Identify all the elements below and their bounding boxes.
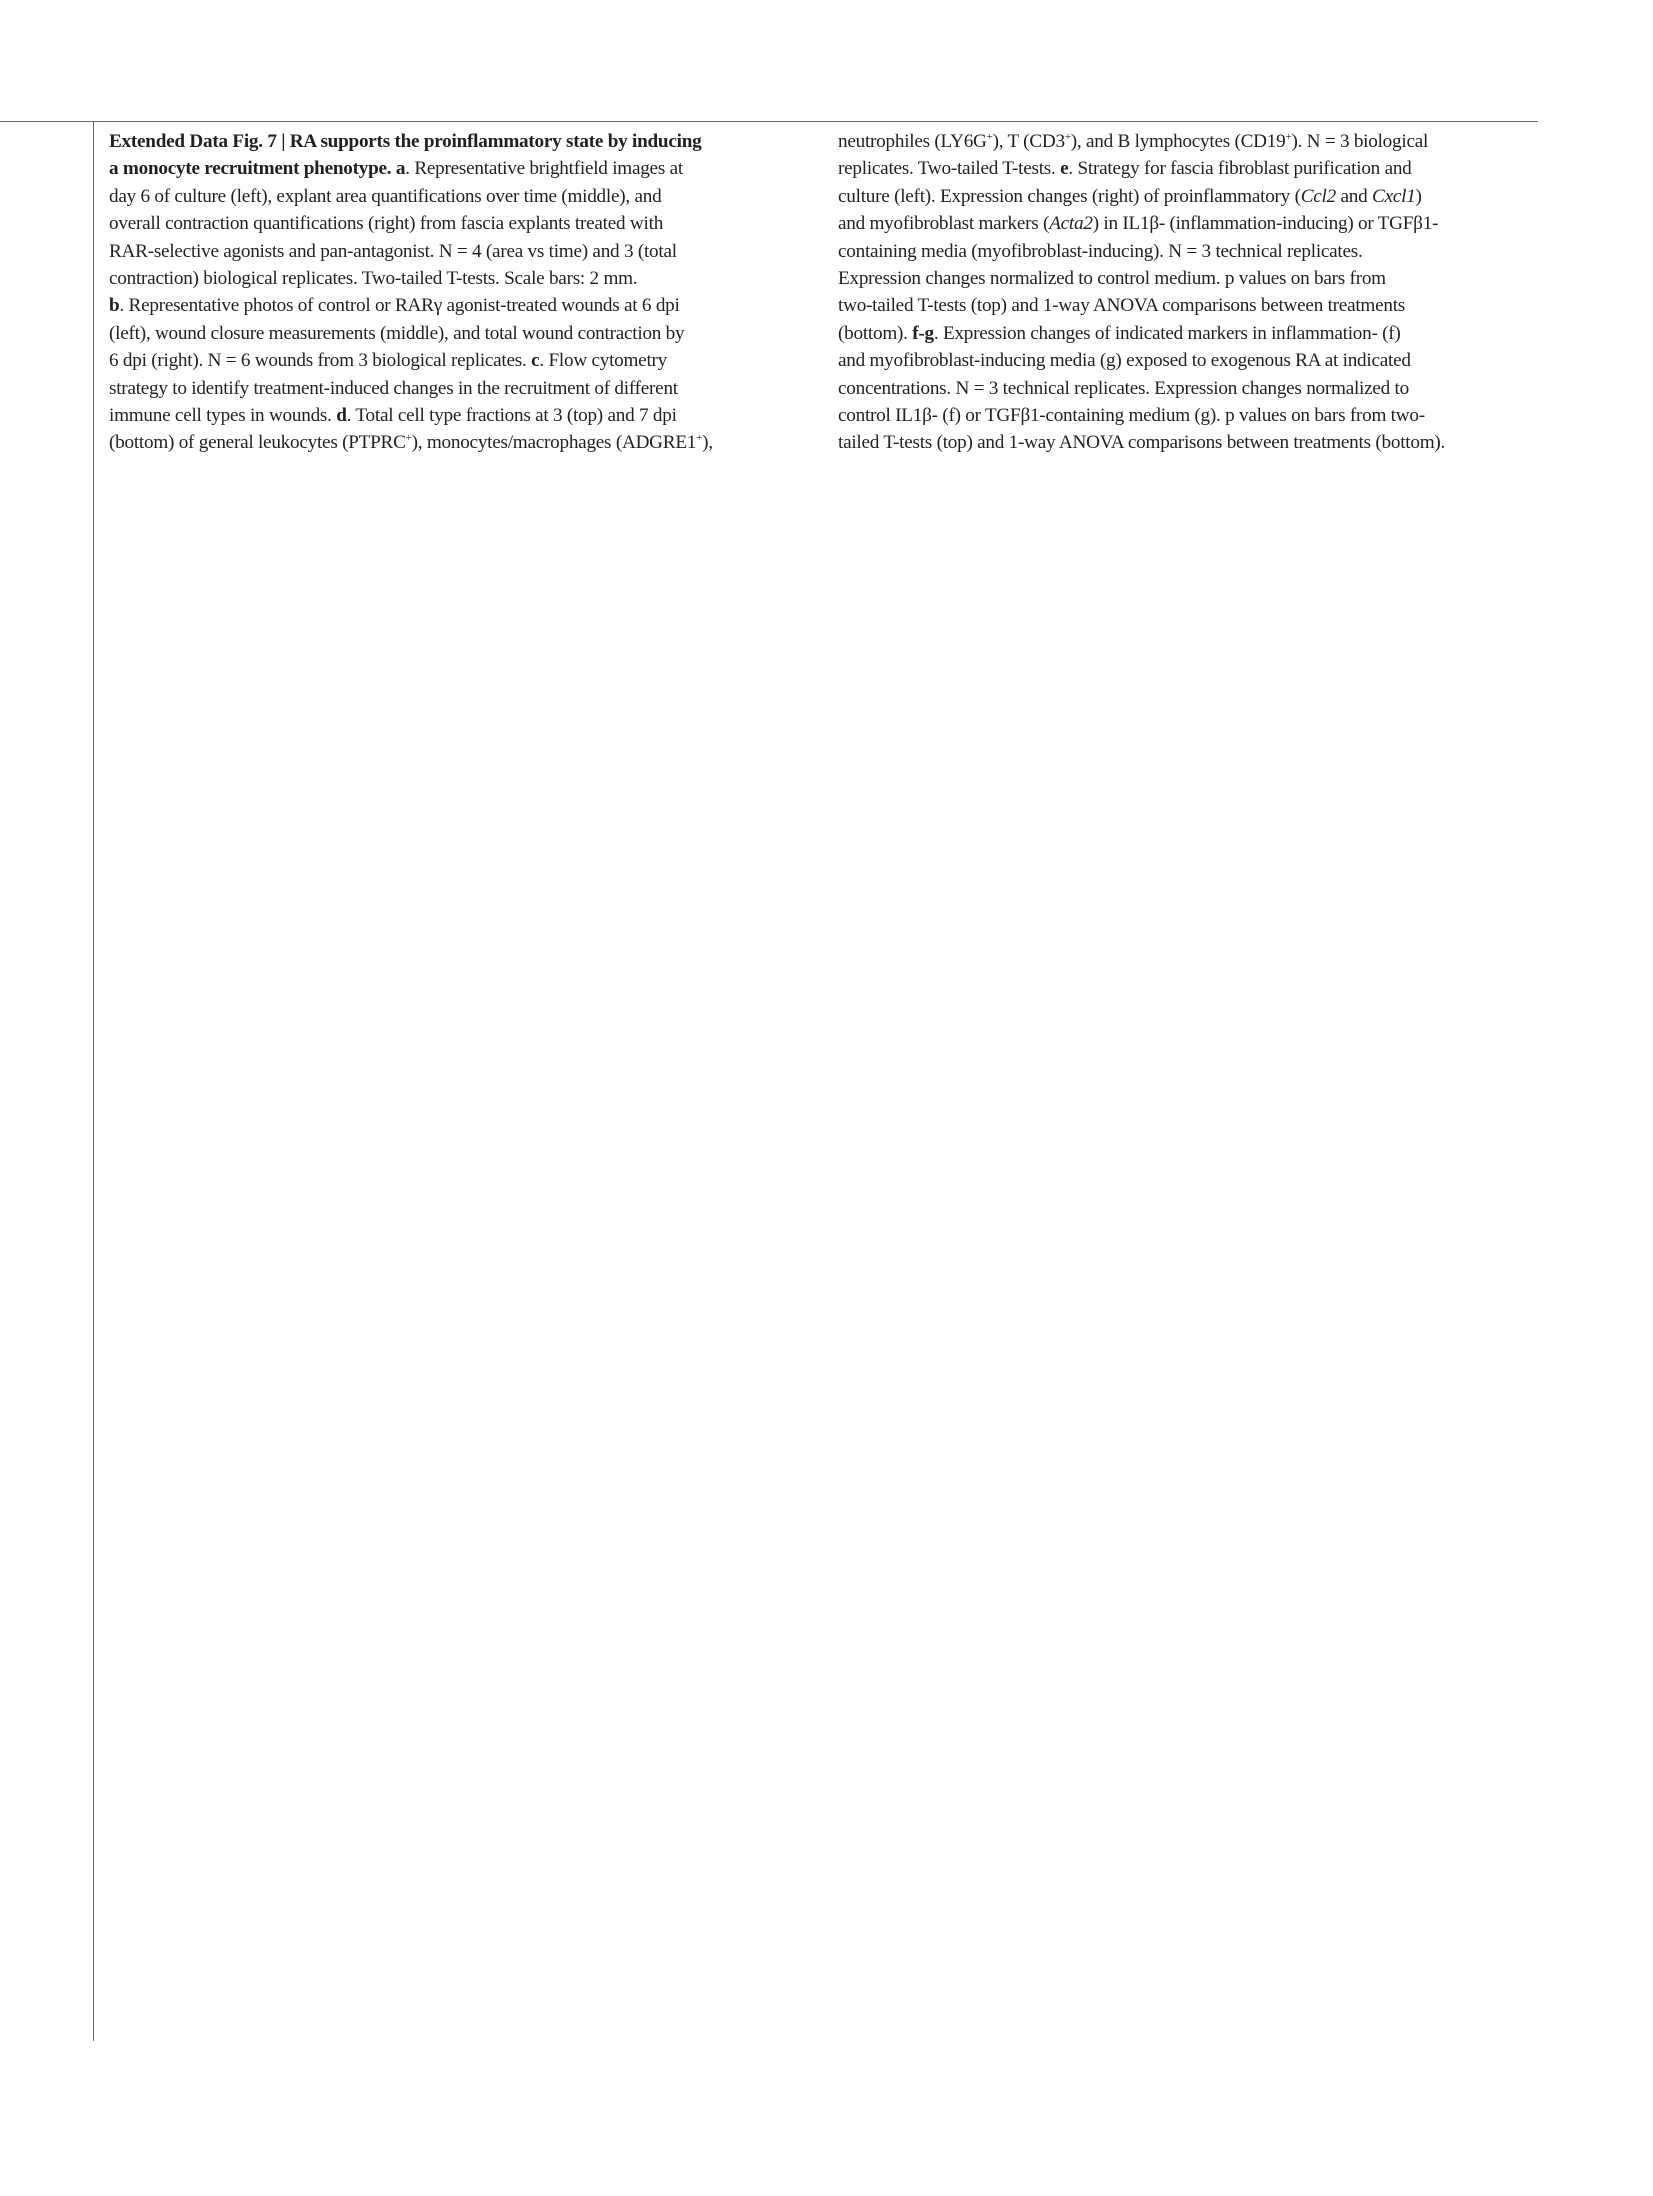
caption-line xyxy=(109,128,713,155)
caption-text: and myofibroblast markers ( xyxy=(838,213,1050,235)
caption-line: Expression changes normalized to control medium. p values on bars from xyxy=(838,267,1386,289)
panel-label-d: d xyxy=(336,404,347,426)
panel-label-c: c xyxy=(531,350,540,372)
caption-line: two-tailed T-tests (top) and 1-way ANOVA comparisons between treatments xyxy=(838,295,1405,317)
figure-title: RA supports the proinflammatory state by inducing xyxy=(289,131,702,152)
label-separator: | xyxy=(281,131,286,152)
figure-caption-left-column xyxy=(109,128,713,457)
caption-text: ), T (CD3 xyxy=(992,131,1065,152)
caption-text: replicates. Two-tailed T-tests. xyxy=(838,158,1061,180)
caption-line: control IL1β- (f) or TGFβ1-containing medium (g). p values on bars from two- xyxy=(838,404,1425,426)
caption-text: ), and B lymphocytes (CD19 xyxy=(1070,131,1286,152)
gene-name: Ccl2 xyxy=(1300,185,1336,207)
caption-text: . Representative brightfield images at xyxy=(405,158,683,180)
figure-caption-right-column xyxy=(838,128,1445,457)
caption-line xyxy=(109,429,713,456)
superscript: + xyxy=(1285,131,1292,143)
figure-title-continued: a monocyte recruitment phenotype. xyxy=(109,158,392,180)
caption-text: ) in IL1β- (inflammation-inducing) or TGFβ1- xyxy=(1092,213,1439,235)
caption-text: 6 dpi (right). N = 6 wounds from 3 biological replicates. xyxy=(109,350,532,372)
caption-text: (bottom). xyxy=(838,322,913,344)
caption-text: immune cell types in wounds. xyxy=(109,404,337,426)
caption-line xyxy=(109,402,713,429)
panel-label-b: b xyxy=(109,295,120,317)
caption-line: contraction) biological replicates. Two-tailed T-tests. Scale bars: 2 mm. xyxy=(109,267,638,289)
caption-line: containing media (myofibroblast-inducing). N = 3 technical replicates. xyxy=(838,240,1363,262)
caption-text: . Representative photos of control or RARγ agonist-treated wounds at 6 dpi xyxy=(119,295,680,317)
caption-line: day 6 of culture (left), explant area quantifications over time (middle), and xyxy=(109,185,662,207)
caption-line xyxy=(838,155,1445,182)
caption-text: . Strategy for fascia fibroblast purification and xyxy=(1068,158,1412,180)
superscript: + xyxy=(986,131,993,143)
caption-line: (left), wound closure measurements (middle), and total wound contraction by xyxy=(109,322,685,344)
caption-text: and xyxy=(1335,185,1373,207)
left-margin-rule xyxy=(93,121,94,2041)
top-rule xyxy=(0,121,1538,122)
caption-line xyxy=(838,210,1445,237)
caption-text: ), monocytes/macrophages (ADGRE1 xyxy=(411,432,697,454)
superscript: + xyxy=(405,432,412,445)
gene-name: Acta2 xyxy=(1049,213,1093,235)
caption-line: and myofibroblast-inducing media (g) exposed to exogenous RA at indicated xyxy=(838,350,1411,372)
caption-line xyxy=(838,320,1445,347)
superscript: + xyxy=(696,432,703,445)
panel-label-f-g: f-g xyxy=(912,322,934,344)
figure-label: Extended Data Fig. 7 xyxy=(109,131,277,152)
caption-line: overall contraction quantifications (right) from fascia explants treated with xyxy=(109,213,664,235)
caption-line: concentrations. N = 3 technical replicates. Expression changes normalized to xyxy=(838,377,1409,399)
caption-text: ) xyxy=(1415,185,1422,207)
superscript: + xyxy=(1064,131,1071,143)
caption-text: neutrophiles (LY6G xyxy=(838,131,987,152)
caption-line xyxy=(838,128,1445,155)
caption-line: strategy to identify treatment-induced changes in the recruitment of different xyxy=(109,377,678,399)
caption-text: . Expression changes of indicated markers in inflammation- (f) xyxy=(933,322,1401,344)
caption-text: . Total cell type fractions at 3 (top) and 7 dpi xyxy=(346,404,677,426)
panel-label-a: a xyxy=(395,158,406,180)
caption-text: ), xyxy=(702,432,713,454)
caption-text: (bottom) of general leukocytes (PTPRC xyxy=(109,432,406,454)
caption-line xyxy=(109,155,713,182)
gene-name: Cxcl1 xyxy=(1372,185,1416,207)
panel-label-e: e xyxy=(1060,158,1069,180)
caption-line xyxy=(838,183,1445,210)
caption-text: ). N = 3 biological xyxy=(1291,131,1429,152)
caption-text: . Flow cytometry xyxy=(539,350,668,372)
caption-text: culture (left). Expression changes (right) of proinflammatory ( xyxy=(838,185,1301,207)
caption-line xyxy=(109,347,713,374)
caption-line xyxy=(109,292,713,319)
caption-line: tailed T-tests (top) and 1-way ANOVA comparisons between treatments (bottom). xyxy=(838,432,1446,454)
caption-line: RAR-selective agonists and pan-antagonist. N = 4 (area vs time) and 3 (total xyxy=(109,240,677,262)
